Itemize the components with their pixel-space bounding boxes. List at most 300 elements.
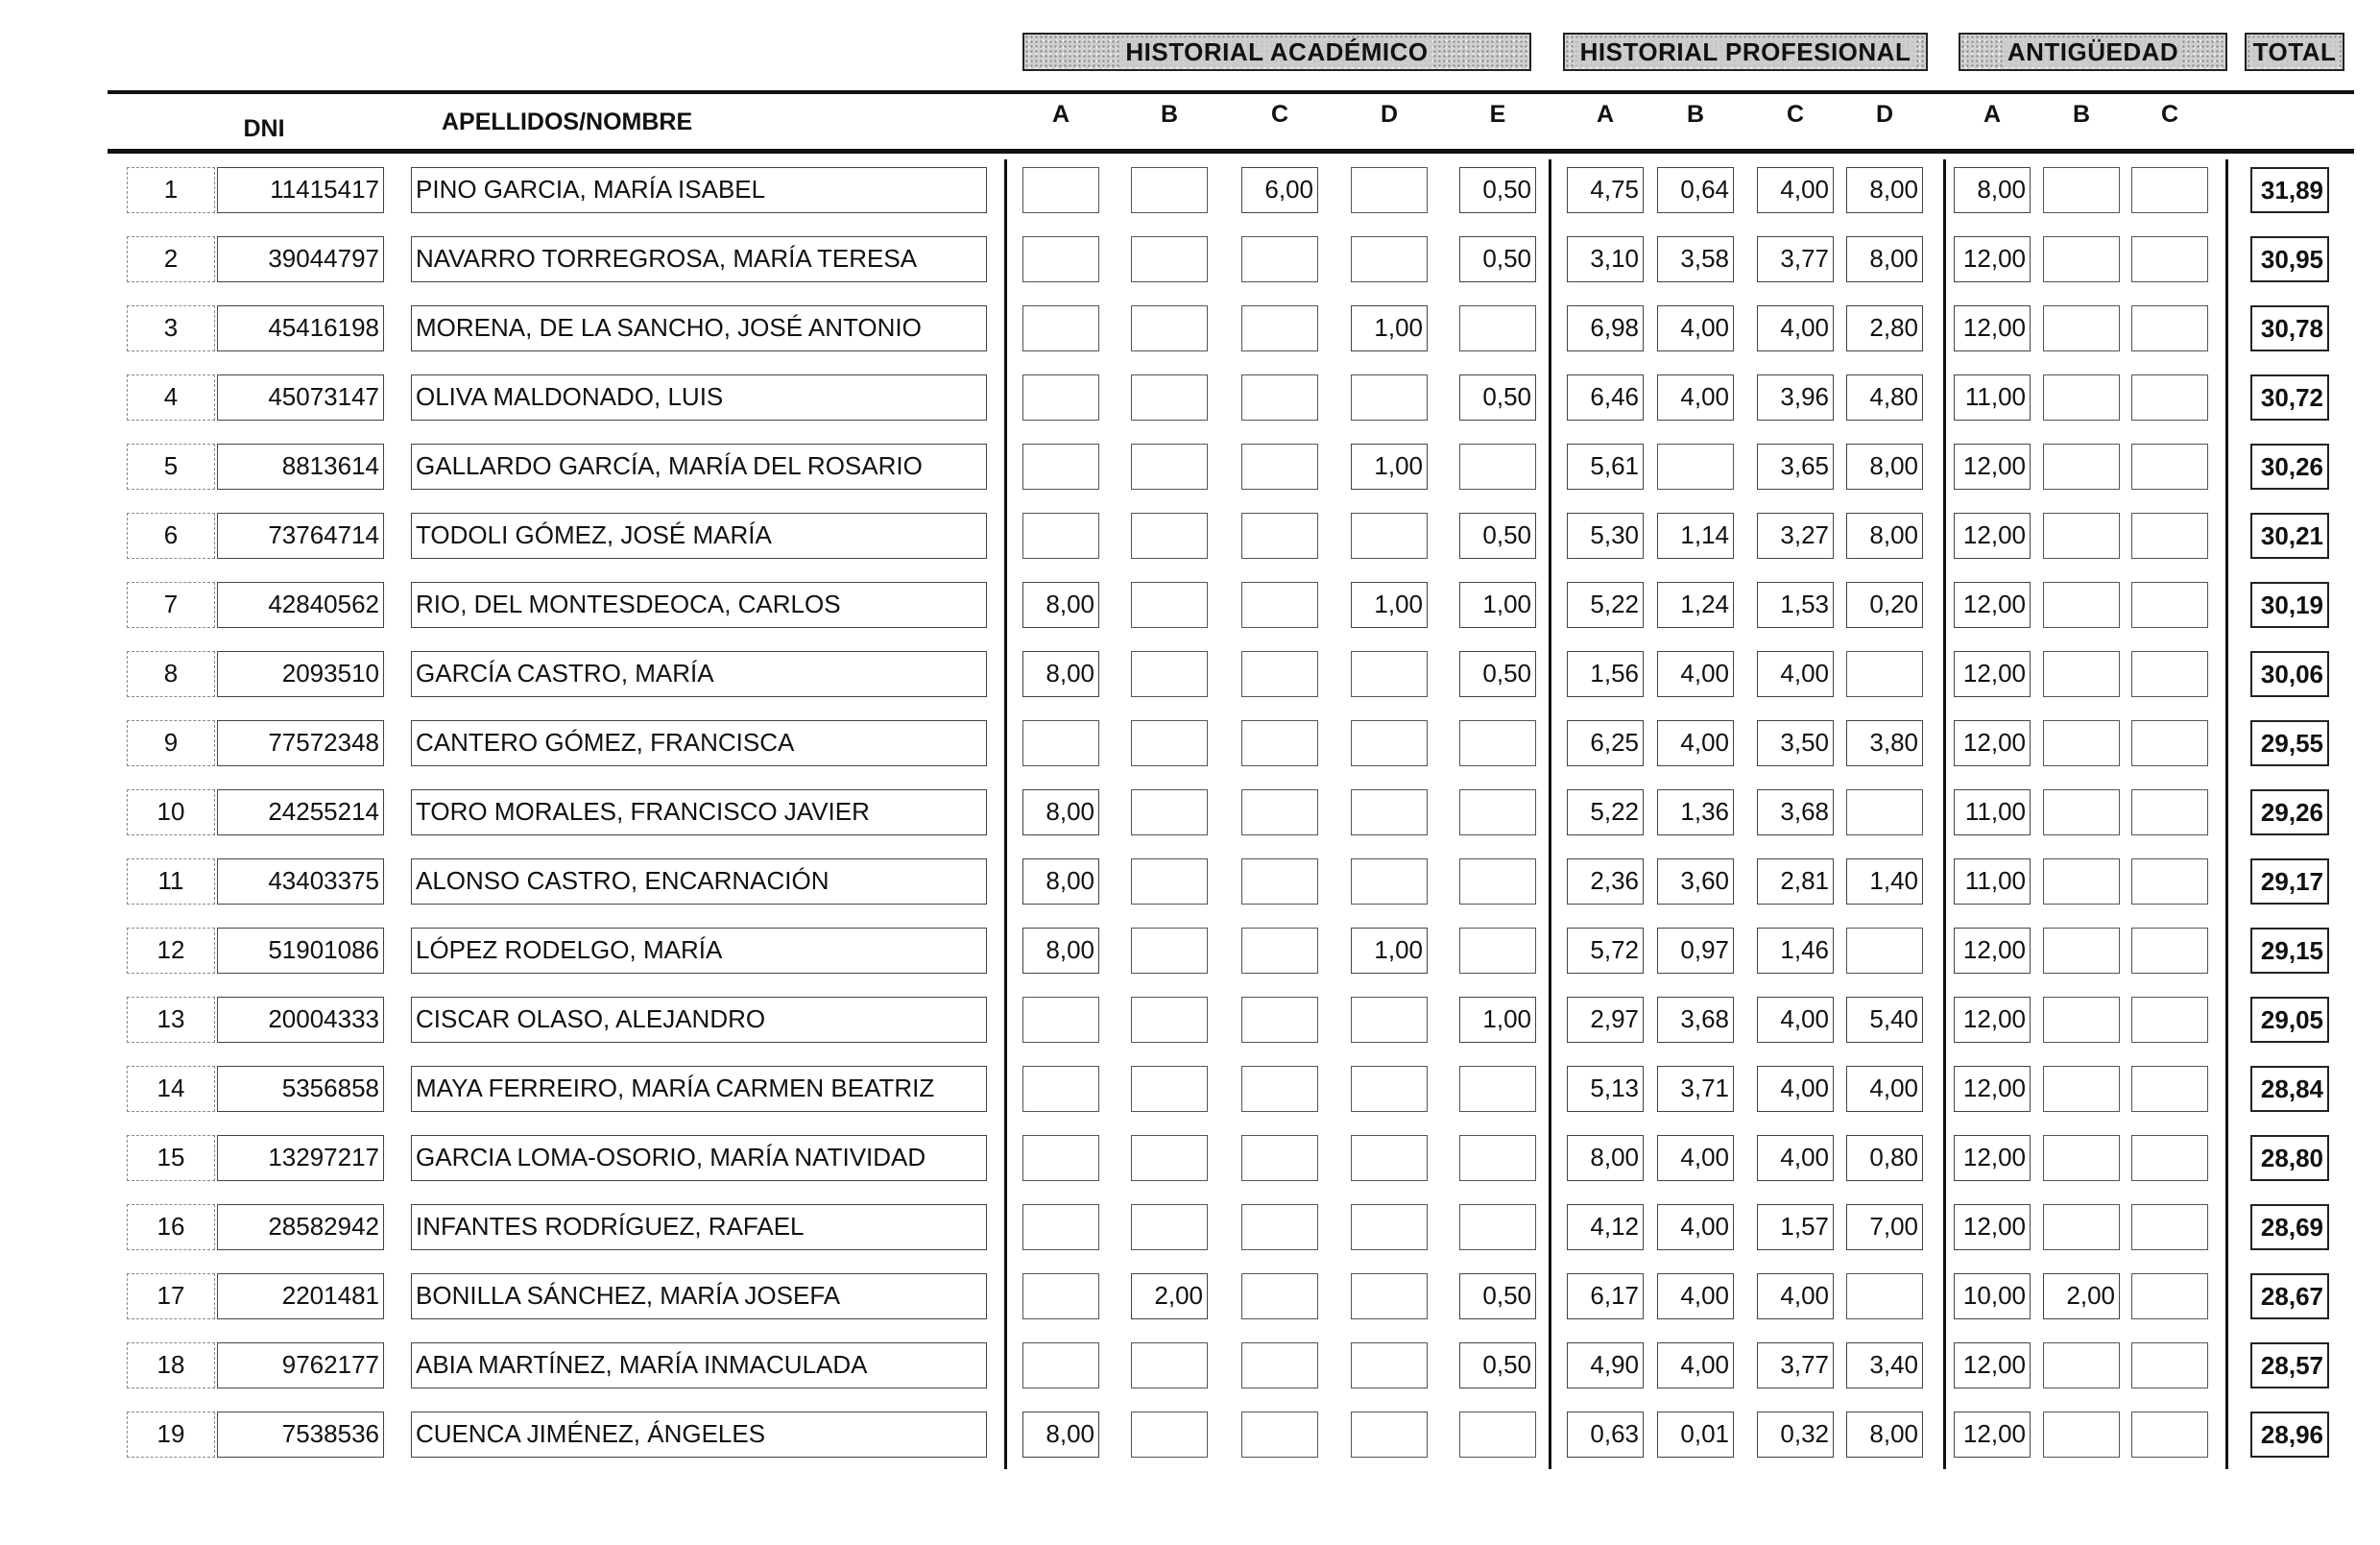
academic-score-c [1241,651,1318,697]
name-field: NAVARRO TORREGROSA, MARÍA TERESA [411,236,987,282]
name-field: TODOLI GÓMEZ, JOSÉ MARÍA [411,513,987,559]
seniority-score-c [2131,305,2208,351]
academic-score-d [1351,167,1428,213]
seniority-score-a: 12,00 [1954,997,2031,1043]
academic-score-e [1459,720,1536,766]
academic-score-a [1022,1342,1099,1388]
professional-score-d: 7,00 [1846,1204,1923,1250]
dni-field: 20004333 [217,997,384,1043]
column-header-professional-d: D [1875,101,1894,128]
seniority-score-c [2131,1273,2208,1319]
academic-score-c [1241,1273,1318,1319]
professional-score-a: 5,22 [1567,582,1644,628]
total-score: 29,17 [2250,858,2329,905]
academic-score-d [1351,858,1428,905]
professional-score-a: 3,10 [1567,236,1644,282]
total-score: 28,69 [2250,1204,2329,1250]
seniority-score-a: 12,00 [1954,1066,2031,1112]
professional-score-c: 4,00 [1757,1135,1834,1181]
professional-score-b: 0,01 [1657,1412,1734,1458]
professional-score-c: 1,46 [1757,928,1834,974]
name-field: PINO GARCIA, MARÍA ISABEL [411,167,987,213]
academic-score-e: 0,50 [1459,513,1536,559]
academic-score-e: 1,00 [1459,997,1536,1043]
academic-score-c [1241,1135,1318,1181]
professional-score-c: 0,32 [1757,1412,1834,1458]
column-header-academic-d: D [1380,101,1399,128]
academic-score-e [1459,928,1536,974]
seniority-score-a: 12,00 [1954,513,2031,559]
total-score: 30,06 [2250,651,2329,697]
academic-score-a: 8,00 [1022,582,1099,628]
seniority-score-c [2131,651,2208,697]
academic-score-b [1131,167,1208,213]
academic-score-b [1131,651,1208,697]
academic-score-d: 1,00 [1351,582,1428,628]
academic-score-a: 8,00 [1022,1412,1099,1458]
total-score: 29,05 [2250,997,2329,1043]
academic-score-c [1241,1204,1318,1250]
academic-score-e: 0,50 [1459,651,1536,697]
seniority-score-a: 12,00 [1954,236,2031,282]
academic-score-a: 8,00 [1022,858,1099,905]
seniority-score-b [2043,1204,2120,1250]
academic-score-e [1459,1066,1536,1112]
academic-score-a [1022,305,1099,351]
professional-score-b: 0,97 [1657,928,1734,974]
column-header-academic-b: B [1160,101,1179,128]
section-seniority-label: ANTIGÜEDAD [2004,37,2182,67]
seniority-score-c [2131,858,2208,905]
seniority-score-a: 12,00 [1954,651,2031,697]
seniority-score-c [2131,167,2208,213]
row-number: 7 [127,582,215,628]
seniority-score-b [2043,444,2120,490]
dni-field: 45073147 [217,374,384,421]
academic-score-a [1022,1135,1099,1181]
section-total-header [2245,33,2344,71]
academic-score-e [1459,444,1536,490]
row-number: 12 [127,928,215,974]
total-score: 28,67 [2250,1273,2329,1319]
academic-score-e: 0,50 [1459,374,1536,421]
professional-score-c: 3,50 [1757,720,1834,766]
seniority-score-c [2131,513,2208,559]
professional-score-d [1846,1273,1923,1319]
academic-score-c [1241,1412,1318,1458]
seniority-score-b [2043,997,2120,1043]
academic-score-d [1351,1204,1428,1250]
name-field: ALONSO CASTRO, ENCARNACIÓN [411,858,987,905]
professional-score-b: 4,00 [1657,305,1734,351]
seniority-score-a: 12,00 [1954,720,2031,766]
academic-score-c [1241,444,1318,490]
name-field: RIO, DEL MONTESDEOCA, CARLOS [411,582,987,628]
seniority-score-b [2043,720,2120,766]
academic-score-d: 1,00 [1351,928,1428,974]
column-header-academic-c: C [1270,101,1289,128]
row-number: 19 [127,1412,215,1458]
name-field: CUENCA JIMÉNEZ, ÁNGELES [411,1412,987,1458]
name-field: BONILLA SÁNCHEZ, MARÍA JOSEFA [411,1273,987,1319]
row-number: 3 [127,305,215,351]
seniority-score-b [2043,513,2120,559]
academic-score-a [1022,1273,1099,1319]
academic-score-b [1131,1066,1208,1112]
total-score: 28,96 [2250,1412,2329,1458]
separator-total [2225,159,2228,1469]
academic-score-c [1241,1066,1318,1112]
column-header-professional-c: C [1786,101,1805,128]
seniority-score-b [2043,582,2120,628]
professional-score-a: 5,72 [1567,928,1644,974]
dni-field: 5356858 [217,1066,384,1112]
seniority-score-c [2131,789,2208,835]
professional-score-c: 1,57 [1757,1204,1834,1250]
seniority-score-a: 12,00 [1954,1412,2031,1458]
professional-score-d: 8,00 [1846,513,1923,559]
column-header-seniority-b: B [2072,101,2091,128]
dni-field: 73764714 [217,513,384,559]
professional-score-c: 4,00 [1757,305,1834,351]
seniority-score-c [2131,1412,2208,1458]
seniority-score-c [2131,444,2208,490]
professional-score-a: 8,00 [1567,1135,1644,1181]
professional-score-c: 3,77 [1757,236,1834,282]
professional-score-b [1657,444,1734,490]
professional-score-c: 4,00 [1757,1273,1834,1319]
professional-score-b: 4,00 [1657,1342,1734,1388]
total-score: 29,26 [2250,789,2329,835]
academic-score-d [1351,1066,1428,1112]
professional-score-c: 4,00 [1757,167,1834,213]
academic-score-a: 8,00 [1022,651,1099,697]
seniority-score-c [2131,1066,2208,1112]
professional-score-b: 4,00 [1657,720,1734,766]
professional-score-b: 1,36 [1657,789,1734,835]
professional-score-b: 4,00 [1657,374,1734,421]
professional-score-d: 8,00 [1846,444,1923,490]
professional-score-c: 4,00 [1757,651,1834,697]
professional-score-a: 6,46 [1567,374,1644,421]
seniority-score-a: 12,00 [1954,305,2031,351]
seniority-score-b [2043,858,2120,905]
professional-score-a: 5,30 [1567,513,1644,559]
column-header-seniority-a: A [1983,101,2002,128]
name-field: ABIA MARTÍNEZ, MARÍA INMACULADA [411,1342,987,1388]
seniority-score-c [2131,720,2208,766]
academic-score-c [1241,305,1318,351]
separator-seniority [1943,159,1946,1469]
row-number: 11 [127,858,215,905]
column-header-academic-e: E [1489,101,1506,128]
professional-score-d: 3,40 [1846,1342,1923,1388]
professional-score-b: 3,60 [1657,858,1734,905]
separator-professional [1549,159,1551,1469]
academic-score-d [1351,789,1428,835]
seniority-score-c [2131,928,2208,974]
academic-score-a [1022,167,1099,213]
row-number: 8 [127,651,215,697]
seniority-score-b: 2,00 [2043,1273,2120,1319]
seniority-score-b [2043,167,2120,213]
professional-score-c: 2,81 [1757,858,1834,905]
academic-score-e [1459,789,1536,835]
academic-score-d [1351,374,1428,421]
row-number: 14 [127,1066,215,1112]
academic-score-e: 0,50 [1459,1273,1536,1319]
seniority-score-a: 12,00 [1954,928,2031,974]
academic-score-a [1022,720,1099,766]
seniority-score-b [2043,305,2120,351]
academic-score-c [1241,236,1318,282]
professional-score-a: 5,13 [1567,1066,1644,1112]
academic-score-b [1131,513,1208,559]
professional-score-d: 2,80 [1846,305,1923,351]
name-field: GARCÍA CASTRO, MARÍA [411,651,987,697]
total-score: 28,80 [2250,1135,2329,1181]
professional-score-c: 1,53 [1757,582,1834,628]
total-score: 30,26 [2250,444,2329,490]
row-number: 16 [127,1204,215,1250]
academic-score-e [1459,305,1536,351]
academic-score-c [1241,858,1318,905]
academic-score-b: 2,00 [1131,1273,1208,1319]
dni-field: 9762177 [217,1342,384,1388]
academic-score-a [1022,997,1099,1043]
academic-score-b [1131,305,1208,351]
professional-score-d: 0,20 [1846,582,1923,628]
column-header-professional-a: A [1596,101,1615,128]
seniority-score-b [2043,1066,2120,1112]
professional-score-a: 4,90 [1567,1342,1644,1388]
academic-score-d [1351,1412,1428,1458]
section-professional-label: HISTORIAL PROFESIONAL [1576,37,1915,67]
seniority-score-c [2131,582,2208,628]
academic-score-a [1022,236,1099,282]
professional-score-b: 4,00 [1657,651,1734,697]
academic-score-e [1459,1204,1536,1250]
academic-score-a [1022,444,1099,490]
professional-score-b: 3,58 [1657,236,1734,282]
academic-score-b [1131,444,1208,490]
academic-score-e: 0,50 [1459,167,1536,213]
professional-score-b: 3,71 [1657,1066,1734,1112]
academic-score-b [1131,1204,1208,1250]
professional-score-d: 5,40 [1846,997,1923,1043]
header-bottom-rule [108,149,2354,154]
dni-field: 28582942 [217,1204,384,1250]
academic-score-a: 8,00 [1022,789,1099,835]
professional-score-a: 6,17 [1567,1273,1644,1319]
column-header-academic-a: A [1051,101,1070,128]
name-field: GARCIA LOMA-OSORIO, MARÍA NATIVIDAD [411,1135,987,1181]
academic-score-c [1241,997,1318,1043]
academic-score-b [1131,374,1208,421]
academic-score-d: 1,00 [1351,444,1428,490]
seniority-score-a: 12,00 [1954,1204,2031,1250]
academic-score-d [1351,720,1428,766]
seniority-score-a: 12,00 [1954,1135,2031,1181]
row-number: 18 [127,1342,215,1388]
header-top-rule [108,90,2354,94]
academic-score-c: 6,00 [1241,167,1318,213]
academic-score-e: 1,00 [1459,582,1536,628]
total-score: 28,57 [2250,1342,2329,1388]
seniority-score-c [2131,374,2208,421]
column-header-seniority-c: C [2160,101,2179,128]
professional-score-d: 4,00 [1846,1066,1923,1112]
name-field: GALLARDO GARCÍA, MARÍA DEL ROSARIO [411,444,987,490]
professional-score-d: 4,80 [1846,374,1923,421]
name-field: LÓPEZ RODELGO, MARÍA [411,928,987,974]
professional-score-a: 1,56 [1567,651,1644,697]
seniority-score-c [2131,1135,2208,1181]
academic-score-e: 0,50 [1459,236,1536,282]
row-number: 6 [127,513,215,559]
name-field: INFANTES RODRÍGUEZ, RAFAEL [411,1204,987,1250]
seniority-score-a: 11,00 [1954,374,2031,421]
academic-score-d [1351,651,1428,697]
seniority-score-b [2043,651,2120,697]
academic-score-b [1131,858,1208,905]
professional-score-b: 3,68 [1657,997,1734,1043]
professional-score-c: 4,00 [1757,997,1834,1043]
row-number: 9 [127,720,215,766]
seniority-score-a: 11,00 [1954,858,2031,905]
professional-score-c: 3,68 [1757,789,1834,835]
professional-score-a: 6,25 [1567,720,1644,766]
seniority-score-b [2043,1135,2120,1181]
seniority-score-a: 12,00 [1954,582,2031,628]
professional-score-a: 2,36 [1567,858,1644,905]
section-seniority-header [1959,33,2227,71]
section-academic-header [1022,33,1531,71]
professional-score-c: 3,96 [1757,374,1834,421]
professional-score-d: 8,00 [1846,1412,1923,1458]
seniority-score-a: 8,00 [1954,167,2031,213]
academic-score-b [1131,582,1208,628]
name-field: CISCAR OLASO, ALEJANDRO [411,997,987,1043]
seniority-score-b [2043,236,2120,282]
professional-score-b: 4,00 [1657,1204,1734,1250]
professional-score-d [1846,928,1923,974]
total-score: 28,84 [2250,1066,2329,1112]
academic-score-c [1241,582,1318,628]
professional-score-a: 2,97 [1567,997,1644,1043]
academic-score-d [1351,513,1428,559]
column-header-professional-b: B [1686,101,1705,128]
academic-score-d: 1,00 [1351,305,1428,351]
professional-score-a: 4,75 [1567,167,1644,213]
professional-score-c: 3,77 [1757,1342,1834,1388]
total-score: 30,78 [2250,305,2329,351]
name-field: CANTERO GÓMEZ, FRANCISCA [411,720,987,766]
dni-field: 51901086 [217,928,384,974]
professional-score-c: 4,00 [1757,1066,1834,1112]
section-total-label: TOTAL [2249,37,2341,67]
row-number: 17 [127,1273,215,1319]
total-score: 30,19 [2250,582,2329,628]
row-number: 10 [127,789,215,835]
professional-score-a: 5,22 [1567,789,1644,835]
professional-score-b: 4,00 [1657,1135,1734,1181]
academic-score-e [1459,858,1536,905]
column-header-dni: DNI [243,115,285,142]
academic-score-a [1022,513,1099,559]
dni-field: 13297217 [217,1135,384,1181]
academic-score-d [1351,236,1428,282]
dni-field: 2093510 [217,651,384,697]
row-number: 15 [127,1135,215,1181]
professional-score-c: 3,65 [1757,444,1834,490]
row-number: 4 [127,374,215,421]
total-score: 29,55 [2250,720,2329,766]
professional-score-a: 0,63 [1567,1412,1644,1458]
professional-score-d: 3,80 [1846,720,1923,766]
seniority-score-b [2043,1342,2120,1388]
professional-score-b: 0,64 [1657,167,1734,213]
row-number: 5 [127,444,215,490]
seniority-score-a: 12,00 [1954,1342,2031,1388]
professional-score-d [1846,651,1923,697]
academic-score-d [1351,1273,1428,1319]
dni-field: 2201481 [217,1273,384,1319]
dni-field: 39044797 [217,236,384,282]
total-score: 30,21 [2250,513,2329,559]
name-field: OLIVA MALDONADO, LUIS [411,374,987,421]
professional-score-c: 3,27 [1757,513,1834,559]
total-score: 29,15 [2250,928,2329,974]
professional-score-d: 8,00 [1846,167,1923,213]
academic-score-a: 8,00 [1022,928,1099,974]
professional-score-d [1846,789,1923,835]
academic-score-b [1131,789,1208,835]
total-score: 30,95 [2250,236,2329,282]
professional-score-d: 0,80 [1846,1135,1923,1181]
dni-field: 7538536 [217,1412,384,1458]
seniority-score-a: 10,00 [1954,1273,2031,1319]
academic-score-b [1131,236,1208,282]
academic-score-c [1241,374,1318,421]
seniority-score-b [2043,1412,2120,1458]
seniority-score-a: 11,00 [1954,789,2031,835]
academic-score-c [1241,720,1318,766]
academic-score-e [1459,1135,1536,1181]
professional-score-a: 6,98 [1567,305,1644,351]
row-number: 13 [127,997,215,1043]
seniority-score-b [2043,789,2120,835]
professional-score-d: 8,00 [1846,236,1923,282]
academic-score-a [1022,1204,1099,1250]
separator-academic [1004,159,1007,1469]
professional-score-b: 1,14 [1657,513,1734,559]
academic-score-d [1351,1135,1428,1181]
academic-score-e: 0,50 [1459,1342,1536,1388]
name-field: MAYA FERREIRO, MARÍA CARMEN BEATRIZ [411,1066,987,1112]
academic-score-c [1241,513,1318,559]
seniority-score-c [2131,997,2208,1043]
academic-score-c [1241,789,1318,835]
dni-field: 45416198 [217,305,384,351]
dni-field: 77572348 [217,720,384,766]
professional-score-a: 4,12 [1567,1204,1644,1250]
seniority-score-c [2131,236,2208,282]
seniority-score-a: 12,00 [1954,444,2031,490]
academic-score-b [1131,1135,1208,1181]
professional-score-b: 4,00 [1657,1273,1734,1319]
academic-score-a [1022,1066,1099,1112]
